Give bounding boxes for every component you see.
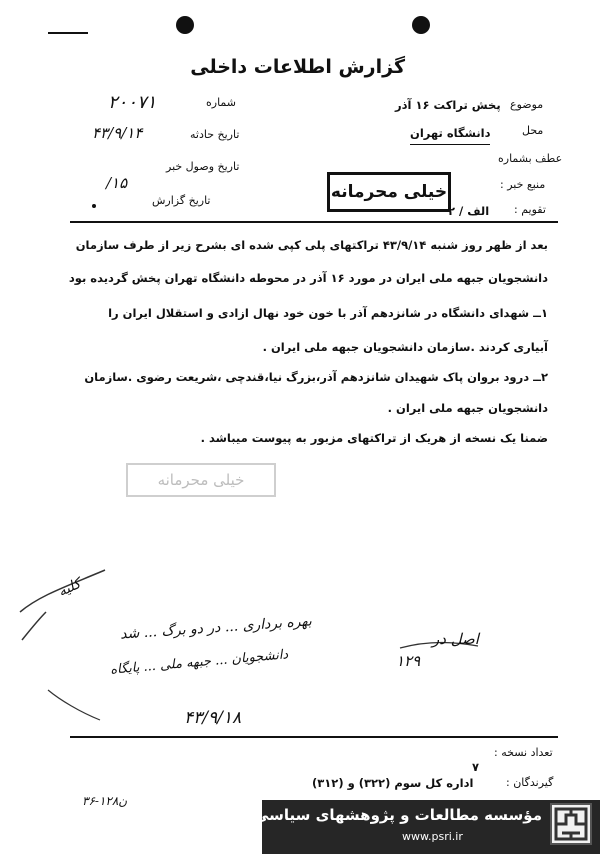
annotation-line-1: بهره برداری ... در دو برگ ... شد — [119, 613, 313, 643]
incident-date-label: تاریخ حادثه — [190, 128, 240, 141]
calendar-value: الف / ۲ — [448, 204, 490, 218]
calendar-label: تقویم : — [514, 203, 546, 216]
logo-pattern-icon — [552, 805, 590, 843]
original-label: اصل در — [432, 630, 479, 648]
subject-value: پخش تراکت ۱۶ آذر — [395, 98, 501, 112]
body-line-4: آبیاری کردند .سازمان دانشجویان جبهه ملی ایران . — [262, 340, 548, 354]
incident-date-value: ۴۳/۹/۱۴ — [92, 124, 143, 142]
body-line-3: ۱ــ شهدای دانشگاه در شانزدهم آذر با خون خود نهال ازادی و استقلال ایران را — [108, 306, 548, 320]
body-line-2: دانشجویان جبهه ملی ایران در مورد ۱۶ آذر در محوطه دانشگاه تهران پخش گردیده بود — [68, 271, 548, 285]
number-label: شماره — [206, 96, 237, 109]
recipients-label: گیرندگان : — [506, 776, 554, 789]
body-line-1: بعد از ظهر روز شنبه ۴۳/۹/۱۴ تراکتهای پلی کپی شده ای بشرح زیر از طرف سازمان — [75, 238, 548, 252]
stamp-text: خیلی محرمانه — [330, 182, 448, 202]
faint-stamp-text: خیلی محرمانه — [157, 471, 245, 489]
received-date-value: /۱۵ — [106, 174, 128, 192]
copies-label: تعداد نسخه : — [494, 746, 553, 759]
recipients-value: اداره کل سوم (۳۲۲) و (۳۱۲) — [312, 776, 474, 790]
body-line-7: ضمنا یک نسخه از هریک از تراکتهای مزبور به پیوست میباشد . — [200, 431, 548, 445]
institute-logo-icon — [550, 803, 592, 845]
subject-label: موضوع — [510, 98, 544, 111]
location-label: محل — [522, 124, 544, 137]
report-title: گزارش اطلاعات داخلی — [190, 56, 405, 78]
margin-note: کلیه — [55, 575, 84, 601]
annotation-line-2: دانشجویان ... جبهه ملی ... پایگاه — [109, 647, 289, 678]
institute-url[interactable]: www.psri.ir — [402, 830, 463, 843]
location-value: دانشگاه تهران — [410, 126, 491, 140]
body-line-5: ۲ــ درود بروان پاک شهیدان شانزدهم آذر،بزرگ نیا،قندچی ،شریعت رضوی .سازمان — [84, 370, 548, 384]
report-date-label: تاریخ گزارش — [152, 194, 211, 207]
institute-name: مؤسسه مطالعات و پژوهشهای سیاسی — [253, 806, 542, 824]
copies-value: ۷ — [472, 760, 480, 774]
reference-label: عطف بشماره — [498, 152, 563, 165]
source-label: منبع خبر : — [500, 178, 546, 191]
footer-separator — [70, 736, 558, 738]
handwritten-date: ۴۳/۹/۱۸ — [184, 708, 242, 728]
number-value: ۲۰۰۷۱ — [108, 92, 157, 113]
document-code: ۳۶-۱۲۸ن — [82, 794, 128, 808]
original-value: ۱۲۹ — [396, 652, 421, 670]
received-date-label: تاریخ وصول خبر — [166, 160, 240, 173]
body-line-6: دانشجویان جبهه ملی ایران . — [387, 401, 548, 415]
